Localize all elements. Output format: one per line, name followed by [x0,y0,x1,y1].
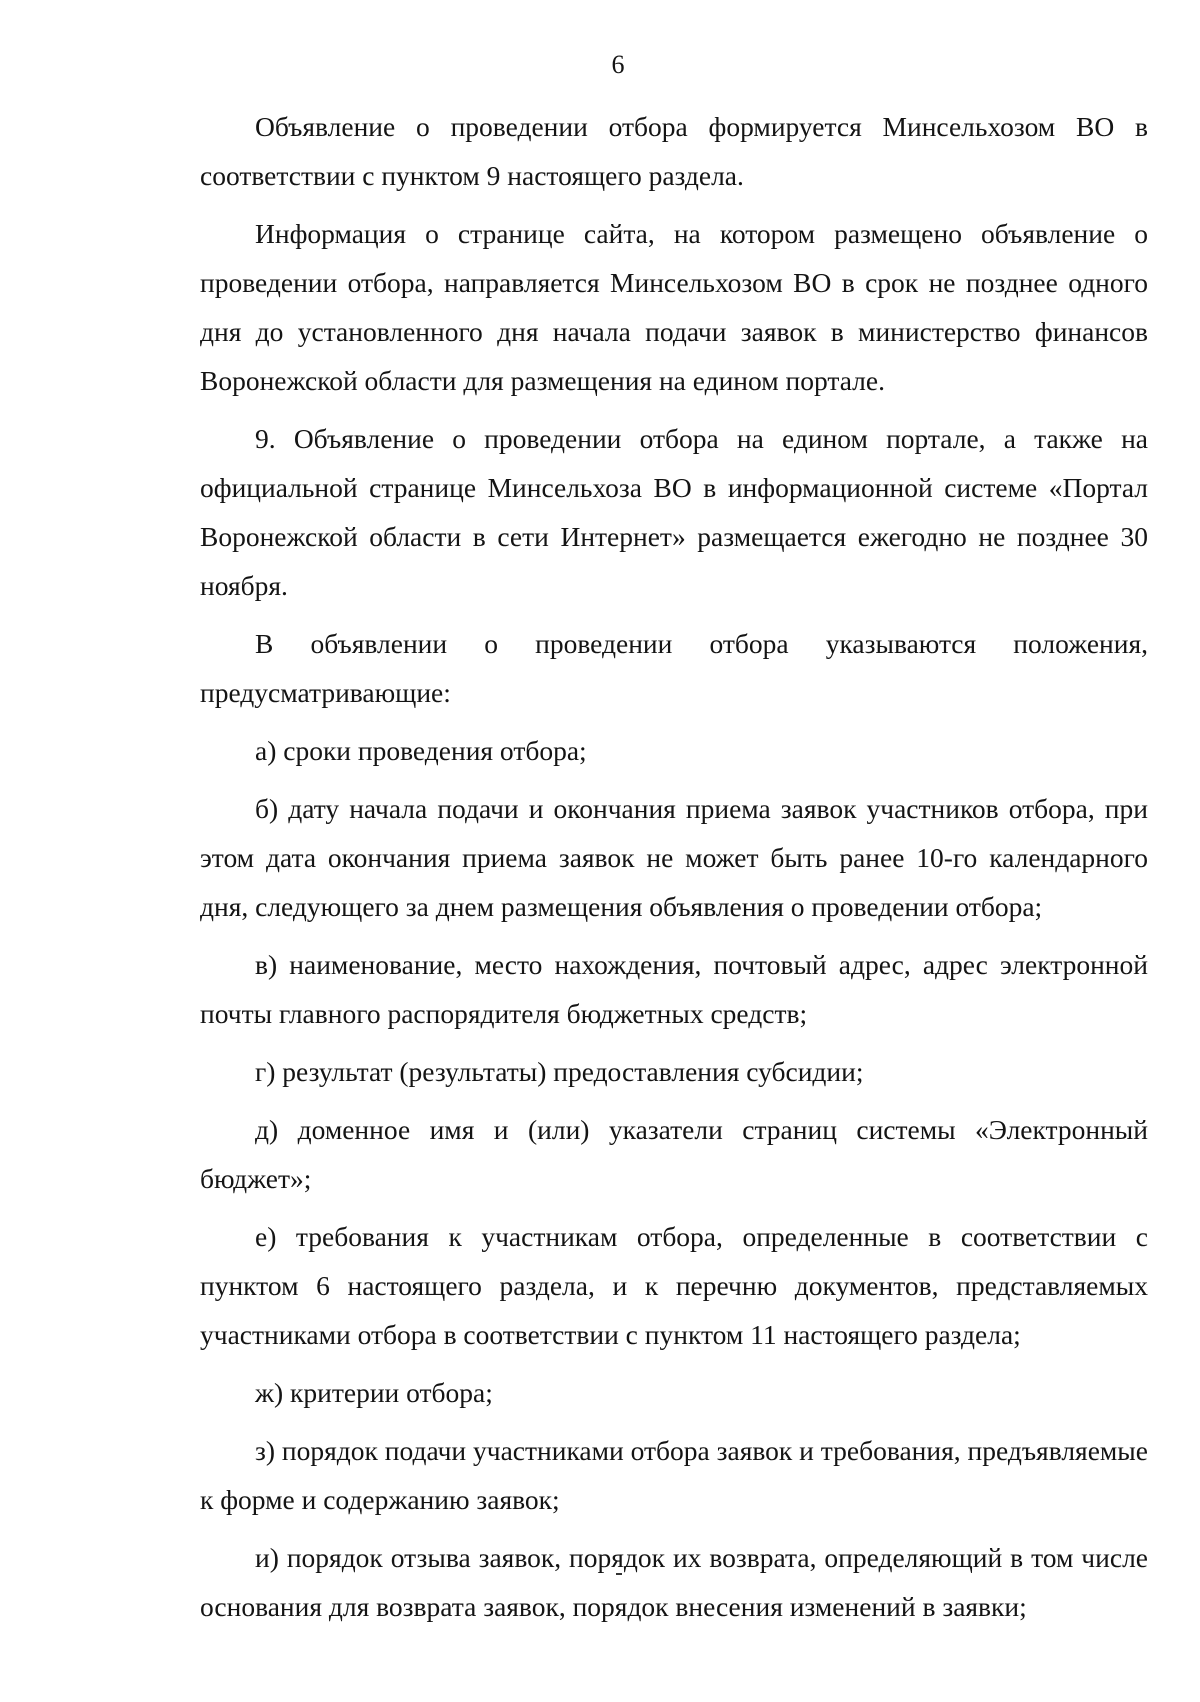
list-item-e: е) требования к участникам отбора, определенные в соответствии с пунктом 6 настоящего раздела, и к перечню документов, представляемых участниками отбора в соответствии с пунктом 11 настоящего раздела; [200,1221,1148,1350]
page-number: 6 [611,50,625,79]
paragraph-item-9: 9. Объявление о проведении отбора на едином портале, а также на официальной странице Минсельхоза ВО в информационной системе «Портал Воронежской области в сети Интернет» размещается ежегодно не позднее 30 ноября. [200,423,1148,601]
list-item-a: а) сроки проведения отбора; [255,735,587,766]
list-item-v: в) наименование, место нахождения, почтовый адрес, адрес электронной почты главного распорядителя бюджетных средств; [200,949,1148,1029]
paragraph-site-information: Информация о странице сайта, на котором размещено объявление о проведении отбора, направляется Минсельхозом ВО в срок не позднее одного дня до установленного дня начала подачи заявок в министерство финансов Воронежской области для размещения на едином портале. [200,218,1148,396]
list-item-b: б) дату начала подачи и окончания приема заявок участников отбора, при этом дата окончания приема заявок не может быть ранее 10-го календарного дня, следующего за днем размещения объявления о проведении отбора; [200,793,1148,922]
list-item-zh: ж) критерии отбора; [255,1377,493,1408]
list-item-i: и) порядок отзыва заявок, порядок их возврата, определяющий в том числе основания для возврата заявок, порядок внесения изменений в заявки; [200,1542,1148,1622]
document-body [200,102,1148,1631]
list-item-z: з) порядок подачи участниками отбора заявок и требования, предъявляемые к форме и содержанию заявок; [200,1435,1148,1515]
scan-mark [616,1573,622,1575]
list-item-g: г) результат (результаты) предоставления субсидии; [255,1056,864,1087]
paragraph-announcement-provisions: В объявлении о проведении отбора указываются положения, предусматривающие: [200,628,1148,708]
paragraph-announcement-formation: Объявление о проведении отбора формируется Минсельхозом ВО в соответствии с пунктом 9 настоящего раздела. [200,111,1148,191]
list-item-d: д) доменное имя и (или) указатели страниц системы «Электронный бюджет»; [200,1114,1148,1194]
